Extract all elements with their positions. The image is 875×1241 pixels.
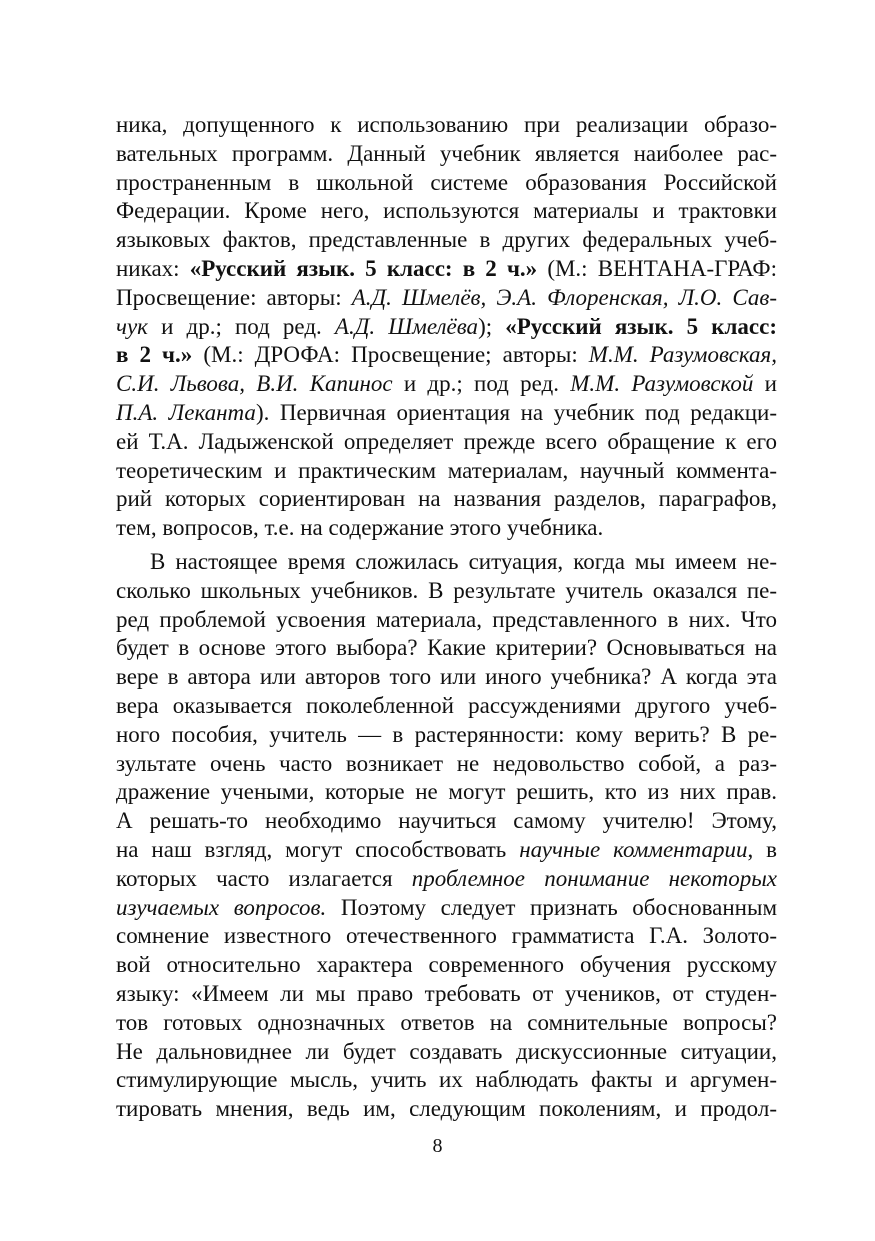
text-line	[116, 807, 777, 836]
text-line	[116, 606, 777, 635]
text-line	[116, 284, 777, 313]
text-line	[116, 226, 777, 255]
text-run: вере в автора или авторов того или иного учебника? А когда эта	[116, 664, 777, 690]
italic-run: А.Д. Шмелёва	[334, 313, 479, 339]
italic-run: чук	[116, 313, 148, 339]
text-run: рий которых сориентирован на названия разделов, параграфов,	[116, 486, 777, 512]
text-line	[116, 634, 777, 663]
text-line	[116, 836, 777, 865]
text-run: языку: «Имеем ли мы право требовать от учеников, от студен-	[116, 980, 777, 1006]
text-run: дражение учеными, которые не могут решить, кто из них прав.	[116, 779, 777, 805]
text-line	[116, 457, 777, 486]
text-run: тировать мнения, ведь им, следующим поколениям, и продол-	[116, 1096, 777, 1122]
text-run: на наш взгляд, могут способствовать	[116, 836, 520, 862]
bold-run: «Русский язык. 5 класс: в 2 ч.»	[189, 255, 538, 281]
text-line	[116, 548, 777, 577]
text-line	[116, 980, 777, 1009]
text-line	[116, 428, 777, 457]
italic-run: М.М. Разумовской	[570, 371, 754, 397]
text-line	[116, 778, 777, 807]
text-run: ного пособия, учитель — в растерянности: кому верить? В ре-	[116, 721, 777, 747]
text-run: тем, вопросов, т.е. на содержание этого учебника.	[116, 515, 604, 541]
text-run: ей Т.А. Ладыженской определяет прежде всего обращение к его	[116, 428, 777, 454]
page-body	[116, 111, 777, 1124]
text-run: вой относительно характера современного обучения русскому	[116, 952, 777, 978]
italic-run: научные комментарии	[519, 836, 748, 862]
text-run: стимулирующие мысль, учить их наблюдать факты и аргумен-	[116, 1067, 777, 1093]
text-line	[116, 1009, 777, 1038]
text-line	[116, 1038, 777, 1067]
text-line	[116, 341, 777, 370]
text-run: тов готовых однозначных ответов на сомнительные вопросы?	[116, 1009, 777, 1035]
italic-run: проблемное понимание некоторых	[411, 865, 777, 891]
text-run: никах:	[116, 255, 190, 281]
text-run: сколько школьных учебников. В результате учитель оказался пе-	[116, 577, 777, 603]
italic-run: С.И. Львова, В.И. Капинос	[116, 371, 393, 397]
text-run: ред проблемой усвоения материала, представленного в них. Что	[116, 606, 777, 632]
text-line	[116, 370, 777, 399]
text-line	[116, 169, 777, 198]
text-line	[116, 922, 777, 951]
text-line	[116, 1095, 777, 1124]
italic-run: М.М. Разумовская,	[588, 342, 778, 368]
text-run: А решать-то необходимо научиться самому учителю! Этому,	[116, 808, 777, 834]
text-run: (М.: ВЕНТАНА-ГРАФ:	[537, 255, 777, 281]
text-run: вера оказывается поколебленной рассуждениями другого учеб-	[116, 692, 777, 718]
text-run: Просвещение: авторы:	[116, 284, 352, 310]
text-run: ). Первичная ориентация на учебник под редакци-	[255, 399, 777, 425]
text-line	[116, 197, 777, 226]
text-line	[116, 951, 777, 980]
text-run: вательных программ. Данный учебник является наиболее рас-	[116, 140, 777, 166]
text-run: пространенным в школьной системе образования Российской	[116, 169, 777, 195]
text-line	[116, 663, 777, 692]
paragraph	[116, 548, 777, 1124]
text-run: В настоящее время сложилась ситуация, когда мы имеем не-	[150, 548, 777, 574]
page-number: 8	[432, 1135, 443, 1157]
bold-run: «Русский язык. 5 класс:	[505, 313, 777, 339]
text-line	[116, 692, 777, 721]
bold-run: в 2 ч.»	[116, 342, 193, 368]
text-line	[116, 1066, 777, 1095]
text-line	[116, 894, 777, 923]
text-line	[116, 865, 777, 894]
text-line	[116, 750, 777, 779]
text-run: которых часто излагается	[116, 865, 412, 891]
text-line	[116, 399, 777, 428]
text-run: сомнение известного отечественного грамматиста Г.А. Золото-	[116, 923, 777, 949]
text-run: и др.; под ред.	[392, 371, 571, 397]
text-run: Не дальновиднее ли будет создавать дискуссионные ситуации,	[116, 1038, 777, 1064]
text-run: , в	[747, 836, 777, 862]
text-run: Федерации. Кроме него, используются материалы и трактовки	[116, 198, 777, 224]
italic-run: А.Д. Шмелёв, Э.А. Флоренская, Л.О. Сав-	[351, 284, 777, 310]
paragraph	[116, 111, 777, 543]
text-run: (М.: ДРОФА: Просвещение; авторы:	[192, 342, 589, 368]
text-run: зультате очень часто возникает не недовольство собой, а раз-	[116, 750, 777, 776]
text-line	[116, 721, 777, 750]
text-run: );	[478, 313, 506, 339]
text-run: ника, допущенного к использованию при реализации образо-	[116, 112, 777, 137]
text-line	[116, 577, 777, 606]
text-run: теоретическим и практическим материалам, научный коммента-	[116, 457, 777, 483]
text-line	[116, 313, 777, 342]
italic-run: изучаемых вопросов.	[116, 894, 327, 920]
text-run: языковых фактов, представленные в других федеральных учеб-	[116, 227, 777, 253]
text-line	[116, 255, 777, 284]
italic-run: П.А. Леканта	[116, 399, 256, 425]
text-run: будет в основе этого выбора? Какие критерии? Основываться на	[116, 635, 777, 661]
text-line	[116, 514, 777, 543]
text-run: и	[753, 371, 777, 397]
text-line	[116, 140, 777, 169]
text-line	[116, 485, 777, 514]
text-run: и др.; под ред.	[147, 313, 335, 339]
text-run: Поэтому следует признать обоснованным	[326, 894, 777, 920]
text-line	[116, 111, 777, 140]
